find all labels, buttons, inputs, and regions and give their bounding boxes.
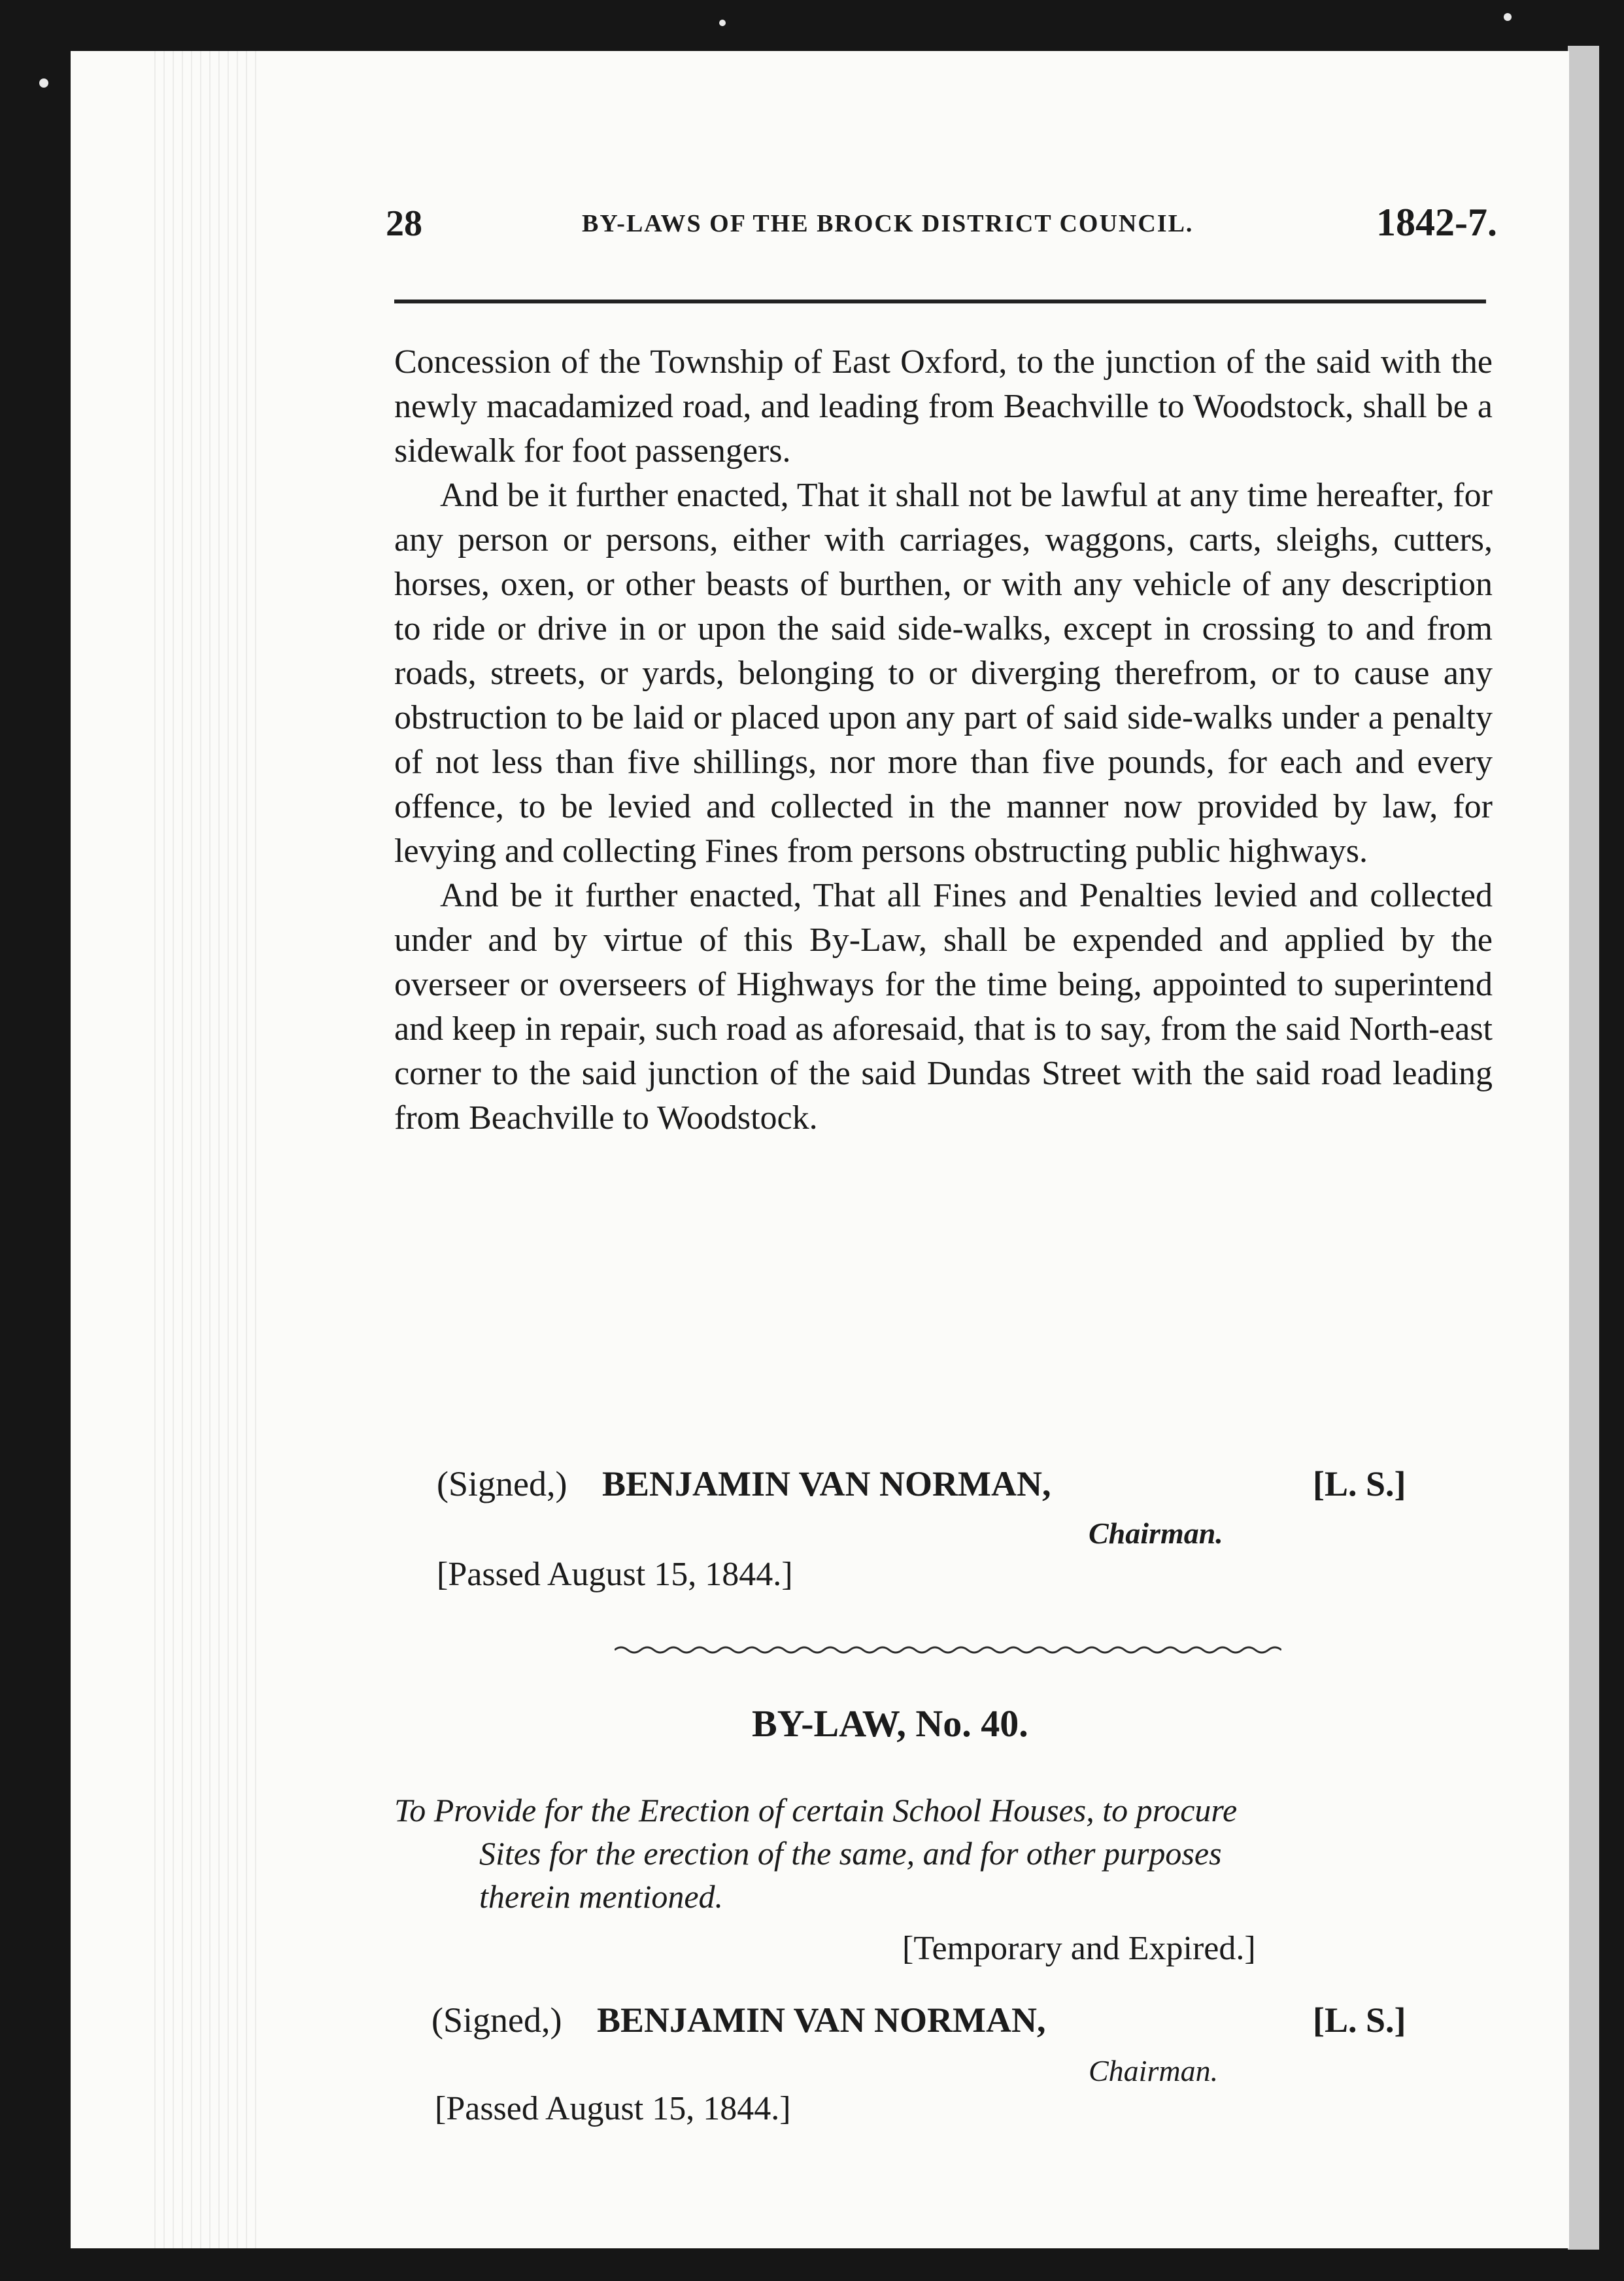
page-stack-edges xyxy=(154,51,259,2248)
running-head: BY-LAWS OF THE BROCK DISTRICT COUNCIL. xyxy=(582,210,1194,237)
purpose-line: To Provide for the Erection of certain School Houses, to procure xyxy=(394,1792,1238,1828)
signed-label: (Signed,) xyxy=(437,1464,567,1503)
year-range: 1842-7. xyxy=(1376,201,1497,244)
scan-speck xyxy=(1504,13,1512,21)
scan-speck xyxy=(719,20,726,26)
seal-mark: [L. S.] xyxy=(1313,1464,1406,1503)
bylaw-heading: BY-LAW, No. 40. xyxy=(752,1702,1028,1745)
purpose-line: therein mentioned. xyxy=(479,1878,724,1915)
scan-speck xyxy=(39,78,48,88)
signature-block xyxy=(437,1464,1051,1504)
passed-date: [Passed August 15, 1844.] xyxy=(435,2090,791,2127)
paragraph: And be it further enacted, That it shall not be lawful at any time hereafter, for any person or persons, either with carriages, waggons, carts, sleighs, cutters, horses, oxen, or other beasts of burthen, or with any vehicle of any description to ride or drive in or upon the said side-walks, except in crossing to and from roads, streets, or yards, belonging to or diverging therefrom, or to cause any obstruction to be laid or placed upon any part of said side-walks under a penalty of not less than five shillings, nor more than five pounds, for each and every offence, to be levied and collected in the manner now provided by law, for levying and collecting Fines from persons obstructing public highways. xyxy=(394,477,1493,870)
signatory-name: BENJAMIN VAN NORMAN, xyxy=(596,2000,1046,2040)
page-number: 28 xyxy=(386,203,422,244)
seal-mark: [L. S.] xyxy=(1313,2000,1406,2040)
signed-label: (Signed,) xyxy=(431,2000,562,2040)
wavy-divider xyxy=(615,1645,1281,1655)
signatory-title: Chairman. xyxy=(1089,1517,1223,1550)
paragraph: Concession of the Township of East Oxford, to the junction of the said with the newly macadamized road, and leading from Beachville to Woodstock, shall be a sidewalk for foot passengers. xyxy=(394,343,1493,470)
status-note: [Temporary and Expired.] xyxy=(902,1930,1256,1967)
signature-block xyxy=(431,2000,1046,2040)
purpose-line: Sites for the erection of the same, and for other purposes xyxy=(479,1835,1222,1872)
bylaw-body-text xyxy=(394,340,1493,1140)
adjacent-page-edge xyxy=(1568,46,1599,2250)
header-rule xyxy=(394,300,1486,303)
signatory-title: Chairman. xyxy=(1089,2054,1219,2087)
bylaw-purpose xyxy=(394,1789,1480,1918)
signatory-name: BENJAMIN VAN NORMAN, xyxy=(601,1464,1051,1503)
paragraph: And be it further enacted, That all Fines and Penalties levied and collected under and by virtue of this By-Law, shall be expended and applied by the overseer or overseers of Highways for the time being, appointed to superintend and keep in repair, such road as aforesaid, that is to say, from the said North-east corner to the said junction of the said Dundas Street with the said road leading from Beachville to Woodstock. xyxy=(394,877,1493,1137)
passed-date: [Passed August 15, 1844.] xyxy=(437,1556,793,1593)
page-header xyxy=(386,196,1497,268)
